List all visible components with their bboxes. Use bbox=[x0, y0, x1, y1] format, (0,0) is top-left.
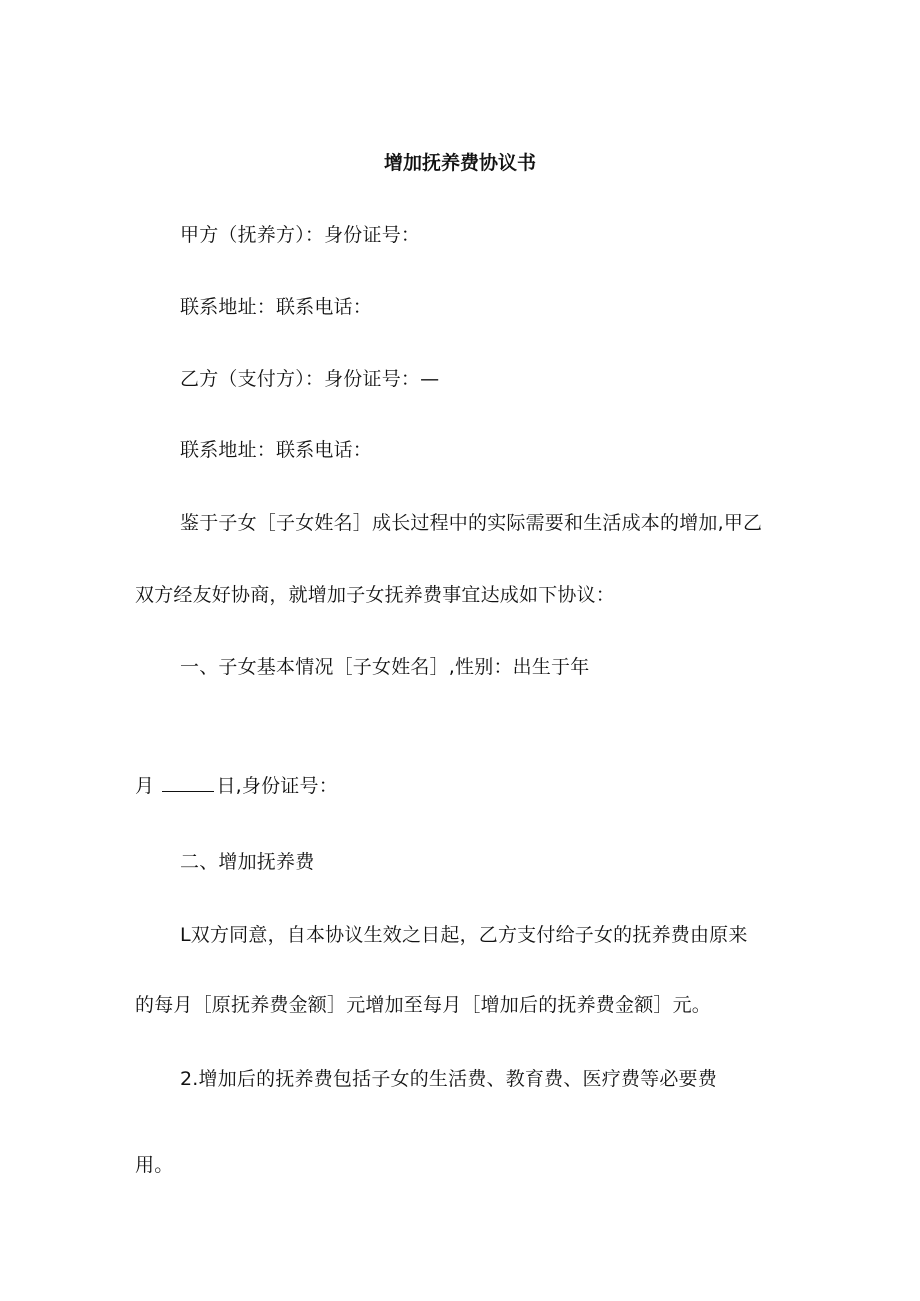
month-label: 月 bbox=[135, 775, 155, 797]
preamble-line-2: 双方经友好协商，就增加子女抚养费事宜达成如下协议： bbox=[135, 584, 616, 606]
party-a-line: 甲方（抚养方）：身份证号： bbox=[180, 224, 421, 246]
day-idcard-label: 日,身份证号： bbox=[216, 775, 338, 797]
section-2-heading: 二、增加抚养费 bbox=[180, 851, 315, 873]
party-b-line: 乙方（支付方）：身份证号：— bbox=[180, 368, 440, 390]
day-blank bbox=[162, 773, 214, 792]
section-1-continuation bbox=[135, 773, 338, 799]
clause-1-line-1: L双方同意，自本协议生效之日起，乙方支付给子女的抚养费由原来 bbox=[180, 924, 748, 946]
clause-2-line-1: 2.增加后的抚养费包括子女的生活费、教育费、医疗费等必要费 bbox=[180, 1068, 717, 1090]
section-1-heading: 一、子女基本情况［子女姓名］,性别：出生于年 bbox=[180, 656, 590, 678]
party-b-contact-line: 联系地址：联系电话： bbox=[180, 439, 373, 461]
preamble-line-1: 鉴于子女［子女姓名］成长过程中的实际需要和生活成本的增加,甲乙 bbox=[180, 512, 763, 534]
clause-2-line-2: 用。 bbox=[135, 1154, 174, 1176]
party-a-contact-line: 联系地址：联系电话： bbox=[180, 296, 373, 318]
document-title: 增加抚养费协议书 bbox=[383, 152, 536, 174]
clause-1-line-2: 的每月［原抚养费金额］元增加至每月［增加后的抚养费金额］元。 bbox=[135, 994, 712, 1016]
